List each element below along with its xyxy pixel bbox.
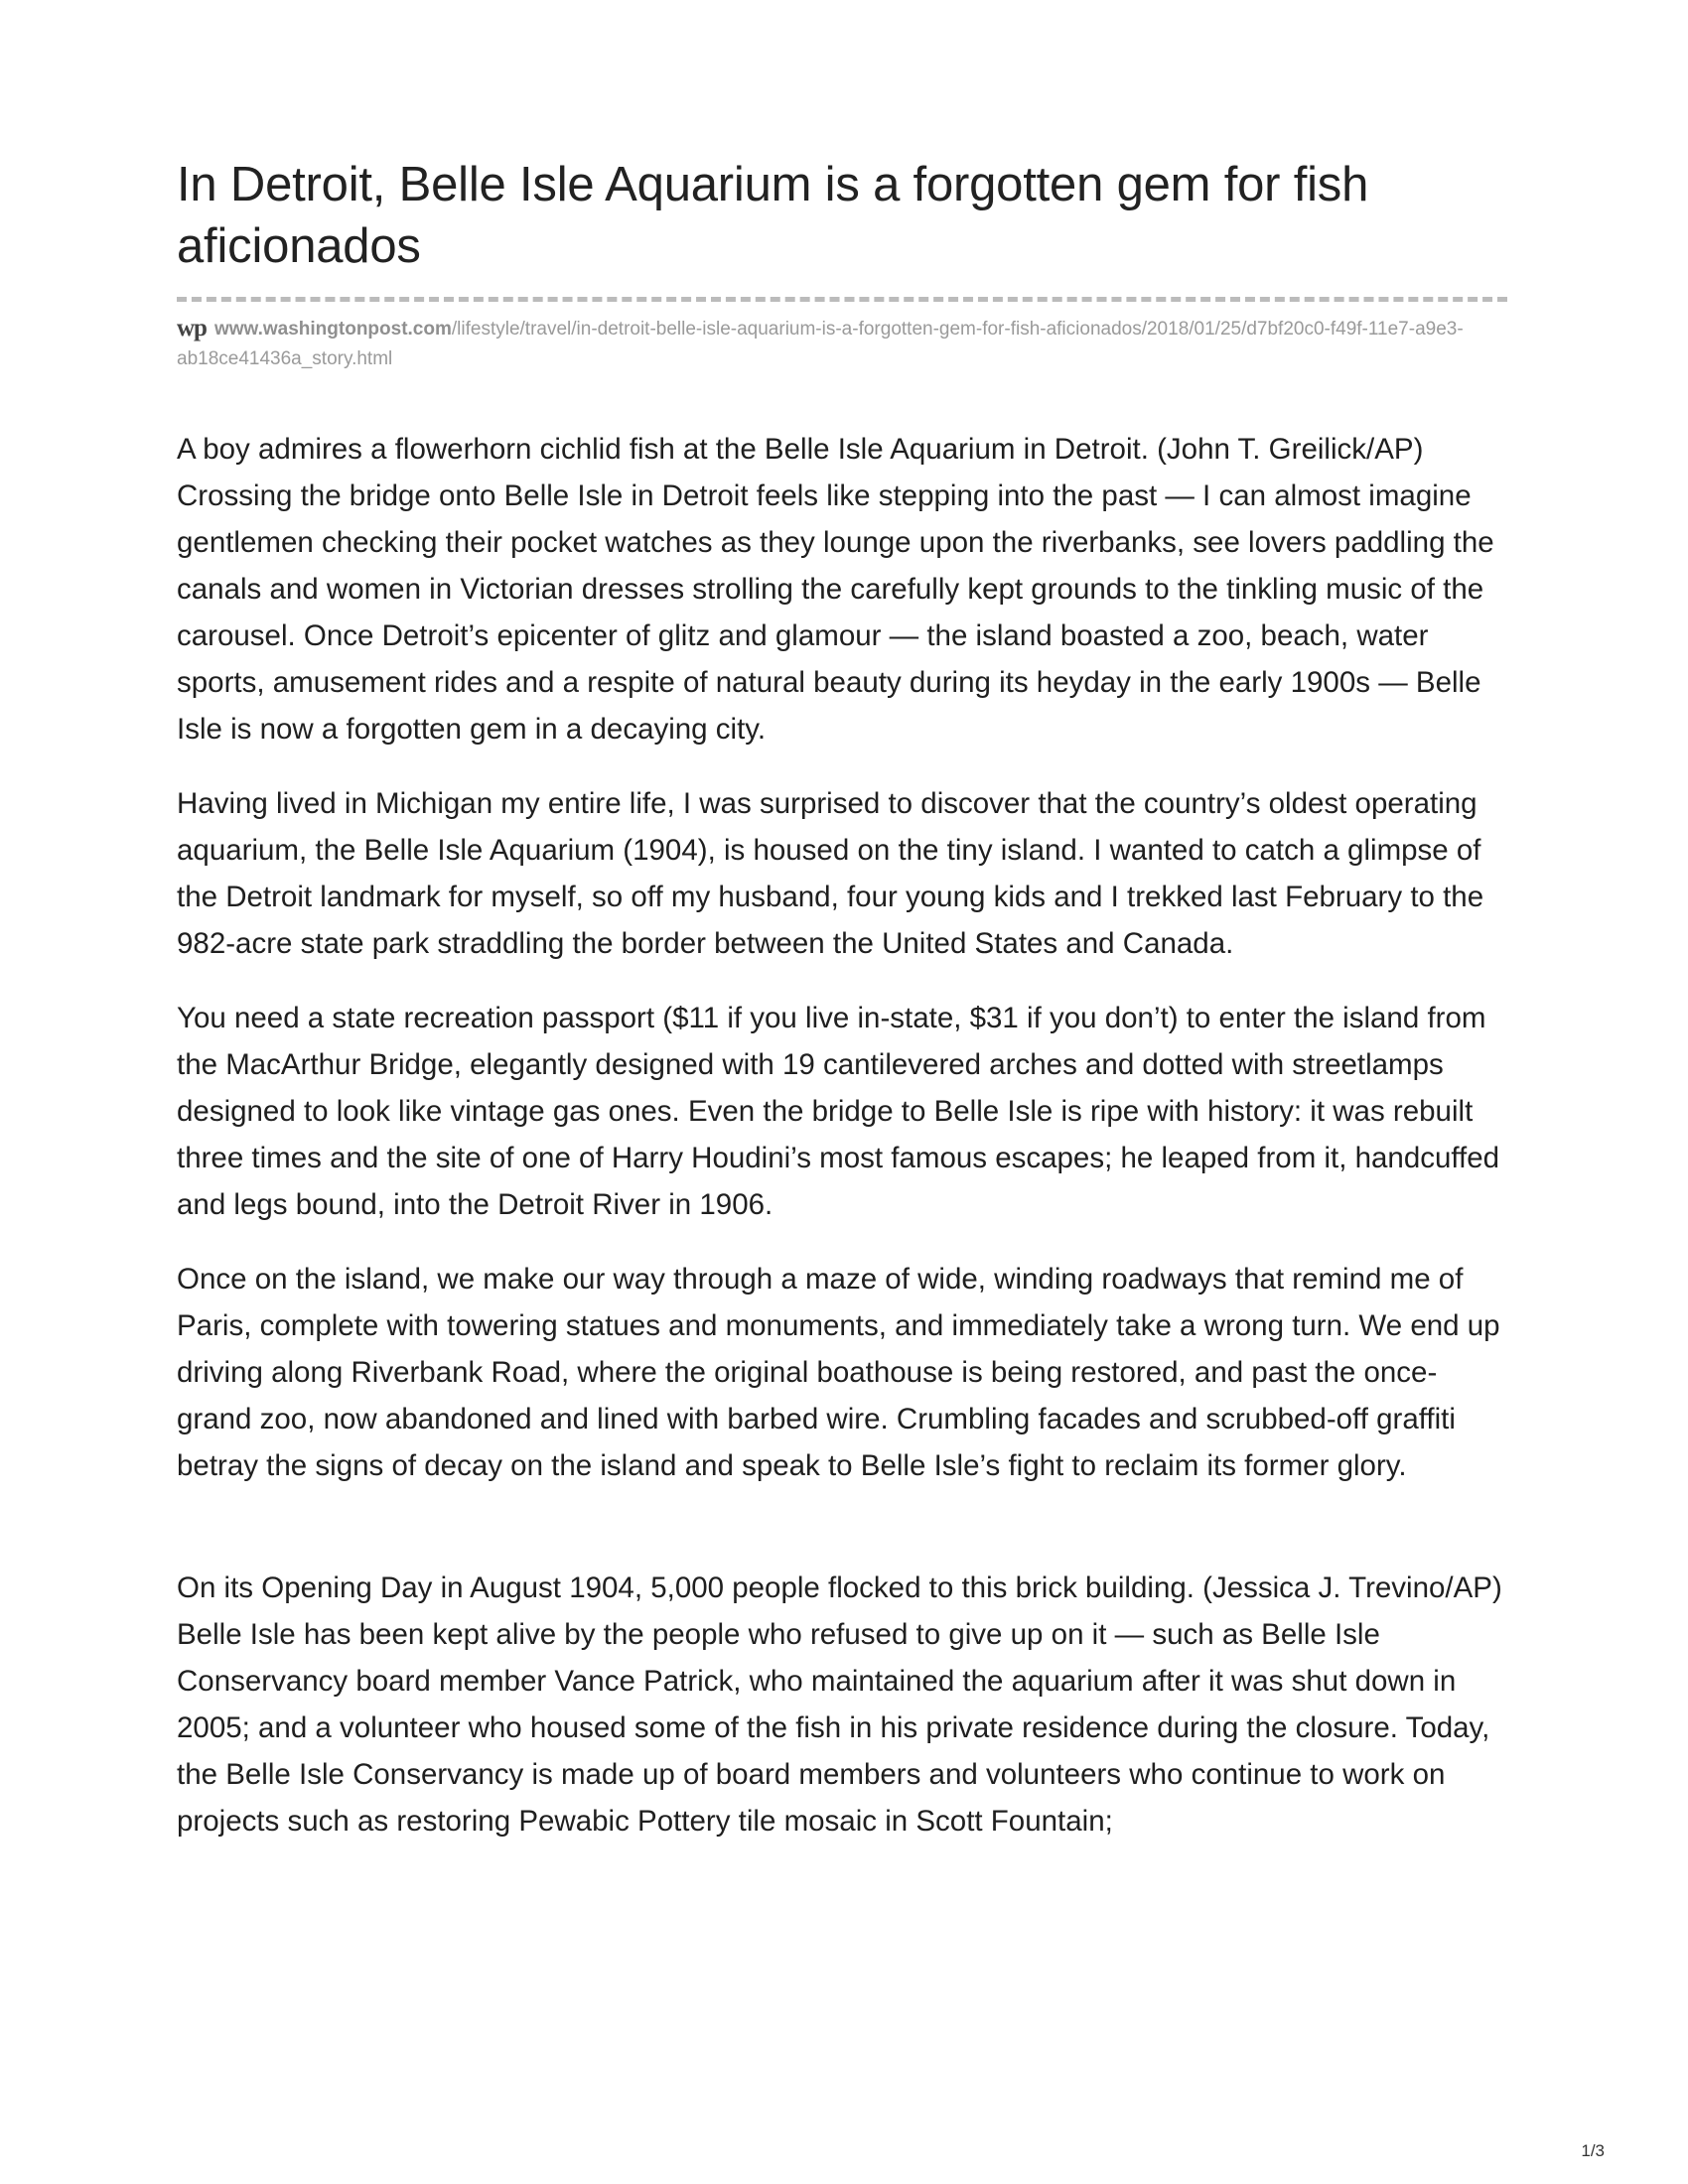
paragraph: Belle Isle has been kept alive by the people who refused to give up on it — such as Belle Isle Conservancy board member Vance Patrick, who maintained the aquarium after it was shut down in 2005; and a volunteer who housed some of the fish in his private residence during the closure. Today, the Belle Isle Conservancy is made up of board members and volunteers who continue to work on projects such as restoring Pewabic Pottery tile mosaic in Scott Fountain; bbox=[177, 1618, 1490, 1838]
paragraph: Having lived in Michigan my entire life, I was surprised to discover that the country’s oldest operating aquarium, the Belle Isle Aquarium (1904), is housed on the tiny island. I wanted to catch a glimpse of the Detroit landmark for myself, so off my husband, four young kids and I trekked last February to the 982-acre state park straddling the border between the United States and Canada. bbox=[177, 787, 1484, 960]
photo-caption: A boy admires a flowerhorn cichlid fish at the Belle Isle Aquarium in Detroit. (John T. Greilick/AP) bbox=[177, 433, 1424, 466]
source-path[interactable]: /lifestyle/travel/in-detroit-belle-isle-aquarium-is-a-forgotten-gem-for-fish-aficionados/2018/01/25/d7bf20c0-f49f-11e7-a9e3-ab18ce41436a_story.html bbox=[177, 319, 1464, 369]
dashed-divider bbox=[177, 297, 1507, 302]
washington-post-logo-icon: wp bbox=[177, 315, 207, 341]
photo-caption: On its Opening Day in August 1904, 5,000 people flocked to this brick building. (Jessica J. Trevino/AP) bbox=[177, 1571, 1502, 1604]
paragraph: Crossing the bridge onto Belle Isle in Detroit feels like stepping into the past — I can almost imagine gentlemen checking their pocket watches as they lounge upon the riverbanks, see lovers paddling the canals and women in Victorian dresses strolling the carefully kept grounds to the tinkling music of the carousel. Once Detroit’s epicenter of glitz and glamour — the island boasted a zoo, beach, water sports, amusement rides and a respite of natural beauty during its heyday in the early 1900s — Belle Isle is now a forgotten gem in a decaying city. bbox=[177, 479, 1494, 746]
paragraph: Once on the island, we make our way through a maze of wide, winding roadways that remind me of Paris, complete with towering statues and monuments, and immediately take a wrong turn. We end up driving along Riverbank Road, where the original boathouse is being restored, and past the once-grand zoo, now abandoned and lined with barbed wire. Crumbling facades and scrubbed-off graffiti betray the signs of decay on the island and speak to Belle Isle’s fight to reclaim its former glory. bbox=[177, 1263, 1500, 1482]
source-domain[interactable]: www.washingtonpost.com bbox=[213, 319, 452, 340]
article-body bbox=[177, 426, 1507, 1844]
article-page bbox=[177, 154, 1507, 1872]
source-url[interactable] bbox=[177, 314, 1507, 374]
image-gap bbox=[177, 1517, 1507, 1565]
paragraph: You need a state recreation passport ($11 if you live in-state, $31 if you don’t) to enter the island from the MacArthur Bridge, elegantly designed with 19 cantilevered arches and dotted with streetlamps designed to look like vintage gas ones. Even the bridge to Belle Isle is ripe with history: it was rebuilt three times and the site of one of Harry Houdini’s most famous escapes; he leaped from it, handcuffed and legs bound, into the Detroit River in 1906. bbox=[177, 1002, 1500, 1221]
article-title: In Detroit, Belle Isle Aquarium is a forgotten gem for fish aficionados bbox=[177, 158, 1369, 273]
page-number: 1/3 bbox=[1581, 2141, 1605, 2160]
